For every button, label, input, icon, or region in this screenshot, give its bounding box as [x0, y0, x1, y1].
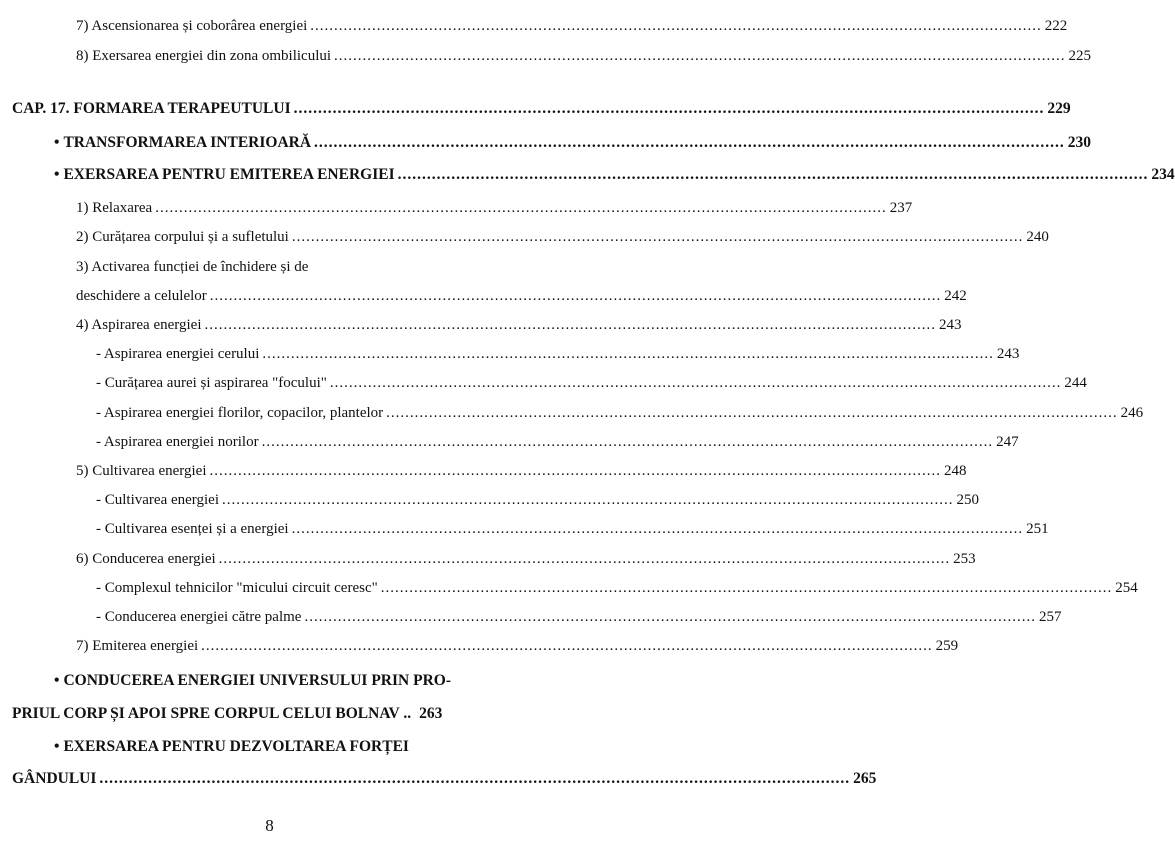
dot-leader: .......................................................................................................................................................... [291, 229, 1024, 245]
entry-title: - Conducerea energiei către palme [96, 609, 302, 625]
dot-leader: .......................................................................................................................................................... [334, 48, 1066, 64]
toc-subentry [96, 580, 1138, 597]
bullet-icon: • [54, 672, 60, 689]
bullet-icon: • [54, 738, 60, 755]
dot-leader: .......................................................................................................................................................... [201, 638, 933, 654]
entry-page: 240 [1026, 229, 1049, 245]
dot-leader: .......................................................................................................................................................... [310, 18, 1042, 34]
entry-page: 248 [944, 463, 967, 479]
dot-leader: .......................................................................................................................................................... [209, 463, 942, 479]
toc-subentry [96, 434, 1019, 451]
entry-title: - Aspirarea energiei florilor, copacilor, plantelor [96, 405, 384, 421]
entry-title: - Aspirarea energiei norilor [96, 434, 259, 450]
entry-page: 247 [996, 434, 1019, 450]
entry-title: deschidere a celulelor [76, 288, 207, 304]
chapter-entry [12, 100, 1071, 118]
entry-page: 225 [1068, 48, 1092, 64]
entry-title: GÂNDULUI [12, 770, 97, 787]
dot-leader: .......................................................................................................................................................... [397, 166, 1149, 183]
toc-entry [76, 200, 913, 217]
entry-page: 257 [1038, 609, 1062, 625]
toc-entry [76, 229, 1049, 246]
entry-page: 242 [944, 288, 967, 304]
bullet-icon: • [54, 134, 60, 151]
entry-title: 4) Aspirarea energiei [76, 317, 202, 333]
entry-page: 243 [996, 346, 1020, 362]
entry-title: - Curățarea aurei și aspirarea "focului" [96, 375, 327, 391]
dot-leader: .......................................................................................................................................................... [155, 200, 887, 216]
toc-entry [76, 18, 1068, 35]
entry-title: 5) Cultivarea energiei [76, 463, 207, 479]
toc-subentry [96, 609, 1062, 626]
entry-title: 7) Ascensionarea și coborârea energiei [76, 18, 308, 34]
toc-entry [76, 288, 967, 305]
dot-leader: .......................................................................................................................................................... [99, 770, 851, 787]
dot-leader: .......................................................................................................................................................... [304, 609, 1036, 625]
entry-title: 6) Conducerea energiei [76, 551, 216, 567]
entry-page: 230 [1067, 134, 1092, 151]
entry-title: 7) Emiterea energiei [76, 638, 199, 654]
entry-title: - Cultivarea esenței și a energiei [96, 521, 289, 537]
dot-leader: .......................................................................................................................................................... [262, 346, 994, 362]
entry-page: 253 [953, 551, 976, 567]
entry-title: CAP. 17. FORMAREA TERAPEUTULUI [12, 100, 291, 117]
entry-page: 243 [939, 317, 962, 333]
toc-entry [76, 463, 967, 480]
entry-title: 8) Exersarea energiei din zona ombilicului [76, 48, 332, 64]
section-entry [54, 134, 1092, 152]
toc-subentry [96, 521, 1049, 538]
dot-leader: .......................................................................................................................................................... [380, 580, 1113, 596]
entry-title: CONDUCEREA ENERGIEI UNIVERSULUI PRIN PRO- [63, 672, 451, 689]
section-entry-first-line [54, 672, 451, 690]
page-number: 8 [265, 816, 274, 835]
entry-title: EXERSAREA PENTRU EMITEREA ENERGIEI [63, 166, 395, 183]
entry-page: 263 [419, 705, 443, 722]
dot-leader: .......................................................................................................................................................... [261, 434, 994, 450]
entry-page: 229 [1047, 100, 1071, 117]
entry-page: 254 [1115, 580, 1138, 596]
dot-leader: .......................................................................................................................................................... [293, 100, 1045, 117]
bullet-icon: • [54, 166, 60, 183]
toc-subentry [96, 346, 1020, 363]
entry-page: 237 [889, 200, 913, 216]
entry-page: 250 [956, 492, 980, 508]
toc-entry [76, 551, 976, 568]
section-entry [12, 770, 877, 788]
entry-page: 234 [1151, 166, 1175, 183]
toc-subentry [96, 375, 1087, 392]
entry-page: 251 [1026, 521, 1049, 537]
entry-title: - Aspirarea energiei cerului [96, 346, 260, 362]
toc-entry [76, 638, 959, 655]
dot-leader: .......................................................................................................................................................... [204, 317, 937, 333]
toc-entry [76, 48, 1092, 65]
entry-title: TRANSFORMAREA INTERIOARĂ [63, 134, 312, 151]
entry-page: 222 [1044, 18, 1068, 34]
dot-leader: .......................................................................................................................................................... [291, 521, 1024, 537]
entry-title: 2) Curățarea corpului și a sufletului [76, 229, 289, 245]
entry-title: PRIUL CORP ȘI APOI SPRE CORPUL CELUI BOLNAV .. [12, 705, 412, 722]
entry-page: 265 [853, 770, 877, 787]
dot-leader: .......................................................................................................................................................... [314, 134, 1065, 151]
entry-title: - Complexul tehnicilor "micului circuit ceresc" [96, 580, 378, 596]
dot-leader: .......................................................................................................................................................... [329, 375, 1062, 391]
entry-page: 259 [935, 638, 959, 654]
toc-subentry [96, 492, 980, 509]
toc-subentry [96, 405, 1144, 422]
entry-title: 1) Relaxarea [76, 200, 153, 216]
dot-leader: .......................................................................................................................................................... [386, 405, 1118, 421]
toc-entry-first-line: 3) Activarea funcției de închidere și de [76, 259, 309, 275]
section-entry [54, 166, 1175, 184]
entry-title: - Cultivarea energiei [96, 492, 220, 508]
entry-title: EXERSAREA PENTRU DEZVOLTAREA FORȚEI [63, 738, 409, 755]
toc-entry [76, 317, 962, 334]
entry-page: 244 [1064, 375, 1087, 391]
section-entry [12, 705, 514, 723]
dot-leader: .......................................................................................................................................................... [218, 551, 951, 567]
section-entry-first-line [54, 738, 409, 756]
entry-page: 246 [1120, 405, 1144, 421]
dot-leader: .......................................................................................................................................................... [222, 492, 954, 508]
dot-leader: .......................................................................................................................................................... [209, 288, 942, 304]
